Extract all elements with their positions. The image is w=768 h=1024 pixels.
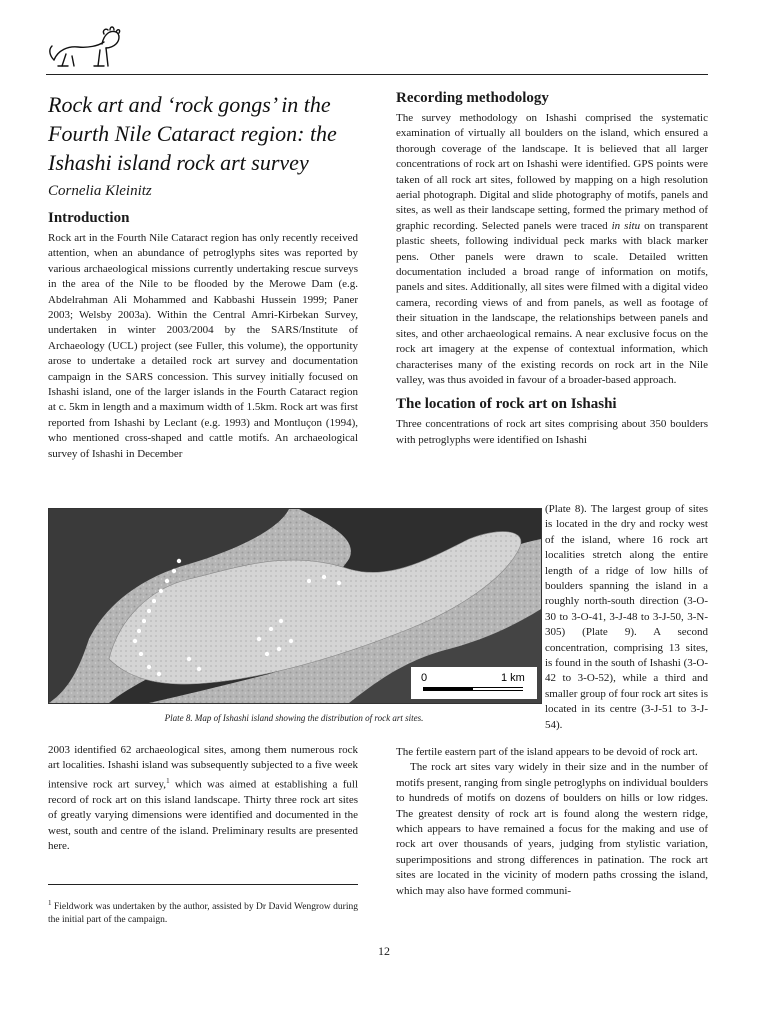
recording-heading: Recording methodology (396, 90, 549, 106)
introduction-heading: Introduction (48, 210, 130, 226)
introduction-paragraph: Rock art in the Fourth Nile Cataract region has only recently received attention, when an abundance of petroglyphs sites was reported by various archaeological missions currently undertaking rescue surveys in the area of the Nile to be flooded by the Merowe Dam (e.g. Abdelrahman Ali Mohammed and Kabbashi Hussein 1999; Paner 2003; Welsby 2003a). Within the Central Amri-Kirbekan Survey, undertaken in winter 2003/2004 by the SARS/Institute of Archaeology (UCL) project (see Fuller, this volume), the opportunity arose to undertake a detailed rock art survey and documentation campaign in the SARS concession. This survey initially focused on Ishashi island, one of the larger islands in the Fourth Cataract region at c. 5km in length and a maximum width of 1.5km. Rock art was first reported from Ishashi by Leclant (e.g. 1993) and Montluçon (1994), who mentioned cross-shaped and cattle motifs. An archaeological survey of Ishashi in December (48, 232, 358, 460)
footnote-rule (48, 884, 358, 885)
scale-end-label: 1 km (501, 672, 525, 684)
bottom-left-column (48, 743, 358, 855)
location-paragraph-bottom: The fertile eastern part of the island appears to be devoid of rock art. (396, 746, 698, 758)
location-paragraph-2: The rock art sites vary widely in their size and in the number of motifs present, ranging from single petroglyphs on individual boulders to hundreds of motifs on dozens of boulders on hills or low ridges. The greatest density of rock art is found along the western ridge, which appears to have remained a focus for the making and use of rock art over thousands of years, judging from stylistic variation, superimpositions and strong differences in patination. The rock art sites are located in the vicinity of modern paths crossing the island, which may also have formed communi- (396, 761, 708, 897)
left-column (48, 90, 358, 462)
location-heading: The location of rock art on Ishashi (396, 396, 617, 413)
figure-caption: Plate 8. Map of Ishashi island showing the distribution of rock art sites. (164, 713, 424, 723)
location-wrap-text (545, 502, 708, 733)
right-column (396, 90, 708, 448)
article-title: Rock art and ‘rock gongs’ in the Fourth Nile Cataract region: the Ishashi island rock art survey (48, 92, 337, 175)
location-paragraph-top: Three concentrations of rock art sites comprising about 350 boulders with petroglyphs were identified on Ishashi (396, 418, 708, 446)
ishashi-island-map (48, 508, 542, 704)
footnote: $^1$ Fieldwork was undertaken by the author, assisted by Dr David Wengrow during the initial part of the campaign. (48, 899, 358, 926)
footnote-ref: 1 (166, 776, 170, 785)
location-paragraph-wrap: (Plate 8). The largest group of sites is located in the dry and rocky west of the island, where 16 rock art localities stretch along the entire length of a ridge of low hills of boulders spanning the island in a roughly north-south direction (3-O-30 to 3-O-41, 3-J-48 to 3-J-50, 3-N-305) (Plate 9). A second concentration, comprising 13 sites, is found in the south of Ishashi (3-O-42 to 3-O-52), while a third and smaller group of four rock art sites is located in its centre (3-J-51 to 3-J-54). (545, 503, 708, 731)
lion-logo-icon (44, 20, 124, 74)
page-number: 12 (378, 944, 390, 958)
header-rule (46, 74, 708, 75)
scale-start-label: 0 (421, 672, 428, 684)
recording-paragraph: The survey methodology on Ishashi comprised the systematic examination of virtually all boulders on the island, which ensured a thorough coverage of the landscape. It is believed that all larger concentrations of rock art on Ishashi were identified. GPS points were taken of all rock art sites, followed by mapping on a high resolution aerial photograph. Digital and slide photography of motifs, panels and sites, as well as their landscape setting, formed the primary method of graphic recording. Selected panels were traced in situ on transparent plastic sheets, following individual peck marks with black marker pens. Other panels were drawn to scale. Detailed written documentation included a broad range of information on motifs, panels and sites. Additionally, all sites were filmed with a digital video camera, recording views of and from panels, as well as footage of their situation in the landscape, the relationships between panels and sites, and other archaeological remains. A near exclusive focus on the rock art imagery at the expense of contextual information, which characterises many of the existing records on rock art in the Nile valley, was thus avoided in favour of a broader-based approach. (396, 112, 709, 386)
bottom-right-column (396, 745, 708, 899)
article-author: Cornelia Kleinitz (48, 183, 152, 199)
introduction-paragraph-continued: 2003 identified 62 archaeological sites, among them numerous rock art localities. Ishashi island was subsequently subjected to a five week intensive rock art survey,$^1$ which was aimed at establishing a full record of rock art on this island landscape. Thirty three rock art sites of greatly varying dimensions were identified and documented in the west, south and centre of the island. Preliminary results are presented here. (48, 744, 359, 853)
